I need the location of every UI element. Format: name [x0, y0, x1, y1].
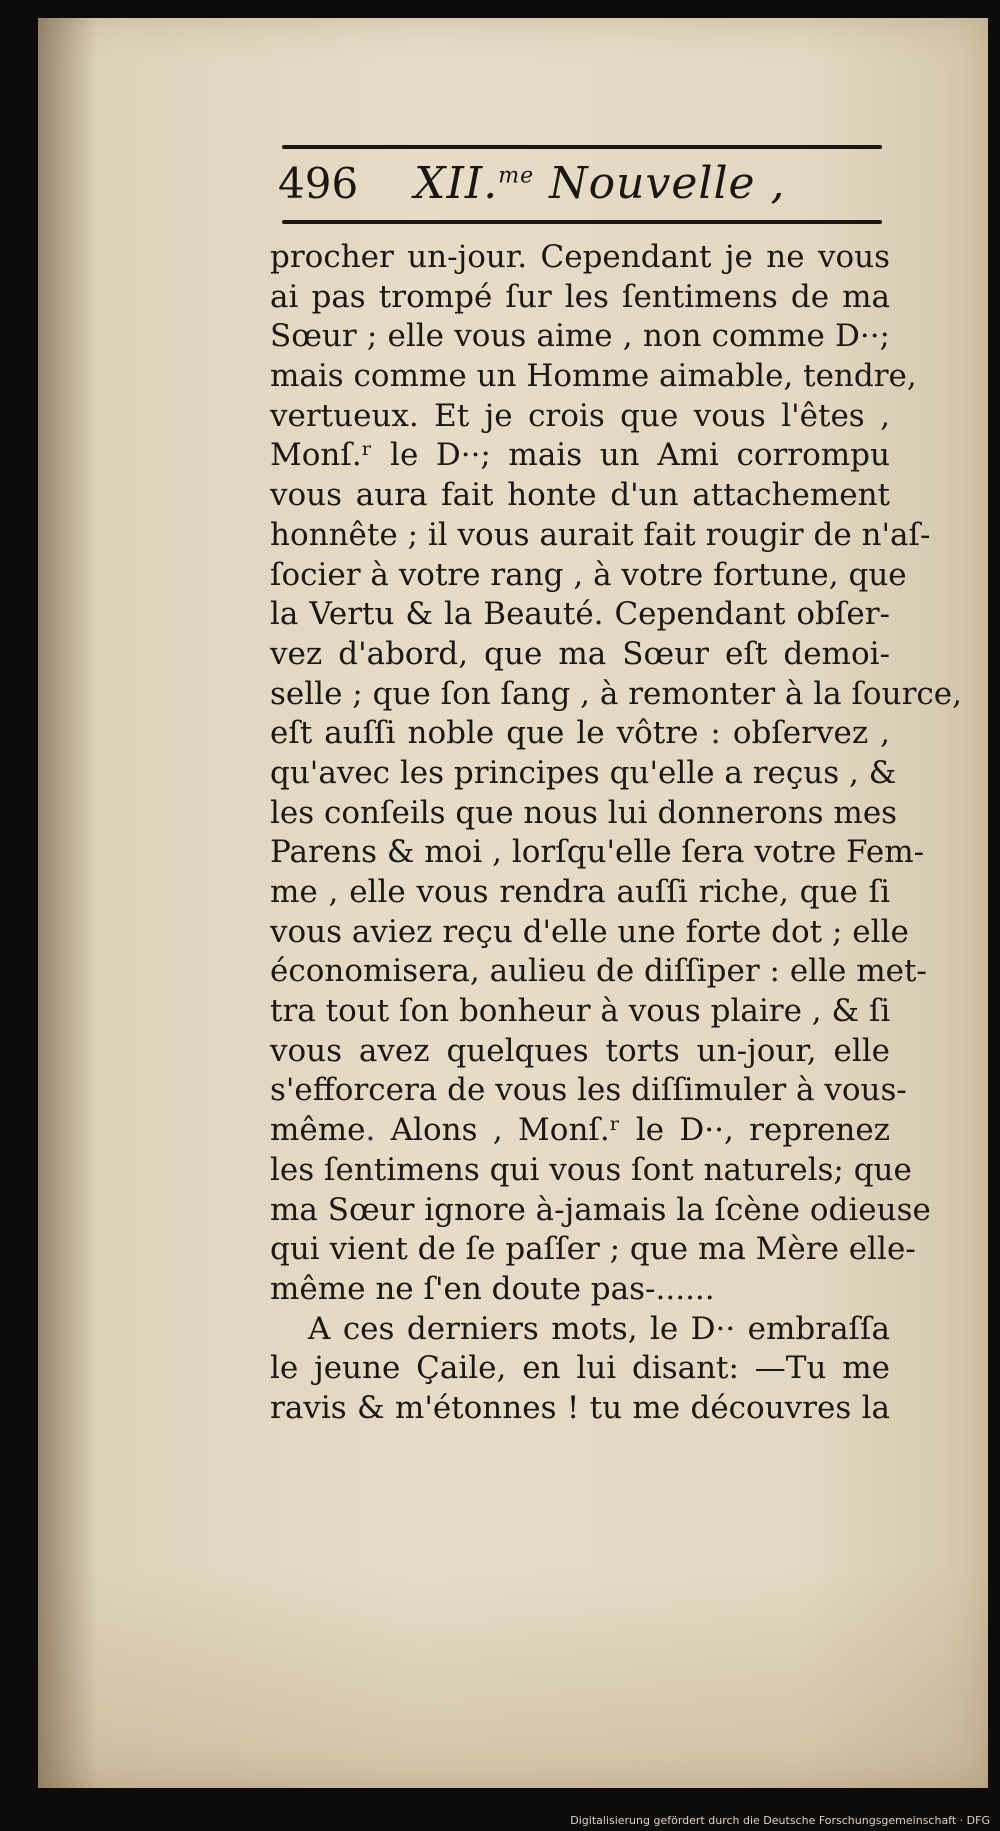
text-line: même. Alons , Monſ.ʳ le D··, reprenez [270, 1112, 890, 1149]
text-line: Monſ.ʳ le D··; mais un Ami corrompu [270, 437, 890, 474]
text-line: vous aura fait honte d'un attachement [270, 477, 890, 514]
text-line: s'efforcera de vous les diſſimuler à vous- [270, 1072, 907, 1109]
running-header [278, 150, 888, 216]
text-line: tra tout ſon bonheur à vous plaire , & ſi [270, 993, 891, 1030]
text-line: économisera, aulieu de diſſiper : elle met- [270, 953, 927, 990]
running-title-main: XII. [414, 157, 499, 209]
text-line: procher un-jour. Cependant je ne vous [270, 239, 890, 275]
text-line: les conſeils que nous lui donnerons mes [270, 794, 898, 831]
text-line: même ne ſ'en doute pas-...... [270, 1270, 715, 1307]
header-rule-bottom [282, 220, 882, 224]
running-title [414, 158, 785, 209]
text-line: les ſentimens qui vous ſont naturels; que [270, 1151, 912, 1188]
digitization-credit: Digitalisierung gefördert durch die Deutsche Forschungsgemeinschaft · DFG [570, 1814, 990, 1827]
running-title-rest: Nouvelle , [549, 157, 786, 209]
text-line: vous aviez reçu d'elle une forte dot ; elle [270, 913, 909, 950]
text-line: Sœur ; elle vous aime , non comme D··; [270, 318, 890, 355]
spine-shadow [38, 18, 98, 1788]
page-stain [38, 1568, 988, 1788]
text-line: A ces derniers mots, le D·· embraſſa [308, 1310, 890, 1347]
text-line: qui vient de ſe paſſer ; que ma Mère elle- [270, 1231, 916, 1268]
text-line: ma Sœur ignore à-jamais la ſcène odieuse [270, 1191, 931, 1228]
text-line: ai pas trompé ſur les ſentimens de ma [270, 278, 890, 315]
text-line: ravis & m'étonnes ! tu me découvres la [270, 1389, 890, 1426]
text-line: qu'avec les principes qu'elle a reçus , & [270, 754, 897, 791]
header-rule-top [282, 145, 882, 149]
text-line: mais comme un Homme aimable, tendre, [270, 358, 917, 395]
text-line: vez d'abord, que ma Sœur eſt demoi- [270, 635, 890, 672]
text-line: me , elle vous rendra auſſi riche, que ſi [270, 874, 890, 910]
text-line: le jeune Çaile, en lui disant: —Tu me [270, 1350, 890, 1387]
running-title-sup: me [498, 162, 535, 188]
text-line: honnête ; il vous aurait fait rougir de n'aſ- [270, 516, 931, 553]
text-line: selle ; que ſon ſang , à remonter à la ſource, [270, 675, 962, 712]
text-line: eſt auſſi noble que le vôtre : obſervez , [270, 715, 890, 752]
page-number: 496 [278, 158, 359, 208]
text-line: la Vertu & la Beauté. Cependant obſer- [270, 596, 890, 633]
body-text [270, 238, 962, 1429]
text-line: vous avez quelques torts un-jour, elle [270, 1032, 890, 1069]
text-line: vertueux. Et je crois que vous l'êtes , [270, 397, 890, 434]
text-line: ſocier à votre rang , à votre fortune, que [270, 556, 907, 593]
text-line: Parens & moi , lorſqu'elle ſera votre Fem- [270, 834, 925, 871]
